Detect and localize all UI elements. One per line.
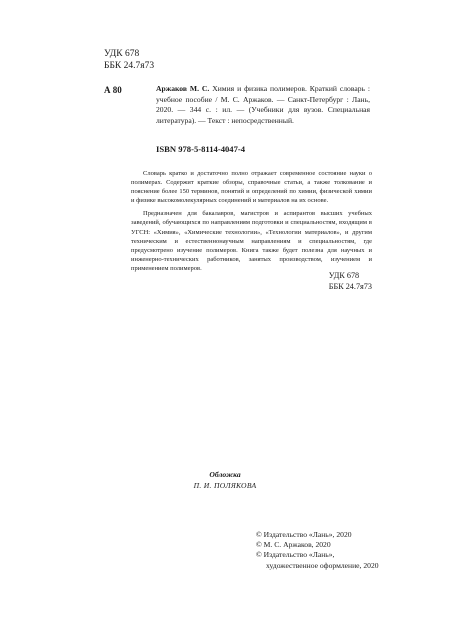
- classification-top: [104, 48, 154, 72]
- cover-designer: П. И. ПОЛЯКОВА: [193, 481, 257, 490]
- author-name: Аржаков М. С.: [156, 84, 210, 93]
- bbk-code: ББК 24.7я73: [328, 281, 372, 291]
- cover-credit: [0, 470, 450, 490]
- classification-bottom: [329, 271, 372, 292]
- udc-code: УДК 678: [104, 49, 140, 59]
- annotation-paragraph: Словарь кратко и достаточно полно отражает современное состояние науки о полимерах. Содержит краткие обзоры, справочные статьи, а также толкование и пояснение более 150 терминов, понятий и определений по химии, физической химии и физике высокомолекулярных соединений и материалов на их основе.: [131, 170, 372, 205]
- bibliographic-record: [156, 84, 370, 126]
- copyright-line: © Издательство «Лань», 2020: [256, 530, 352, 539]
- annotation: [131, 169, 372, 273]
- annotation-paragraph: Предназначен для бакалавров, магистров и аспирантов высших учебных заведений, обучающихся по направлениям подготовки и специальностям, входящим в УГСН: «Химия», «Химические технологии», «Технологии материалов», и другим техническим и естественнонаучным направлениям и специальностям, где предусмотрено изучение полимеров. Книга также будет полезна для научных и инженерно-технических работников, занятых производством, изучением и применением полимеров.: [131, 210, 372, 272]
- bibliographic-description: Химия и физика полимеров. Краткий словарь : учебное пособие / М. С. Аржаков. — Санкт-Петербург : Лань, 2020. — 344 с. : ил. — (Учебники для вузов. Специальная литература). — Текст : непосредственный.: [156, 84, 371, 125]
- udc-code: УДК 678: [328, 271, 360, 280]
- copyright-line: художественное оформление, 2020: [266, 560, 379, 570]
- copyright-line: © М. С. Аржаков, 2020: [256, 540, 331, 550]
- bbk-code: ББК 24.7я73: [104, 61, 155, 71]
- copyright-notice: [256, 530, 379, 571]
- copyright-line: © Издательство «Лань»,: [256, 550, 335, 560]
- cover-label: Обложка: [209, 470, 241, 479]
- isbn: ISBN 978-5-8114-4047-4: [156, 144, 246, 154]
- author-mark: А 80: [104, 85, 122, 95]
